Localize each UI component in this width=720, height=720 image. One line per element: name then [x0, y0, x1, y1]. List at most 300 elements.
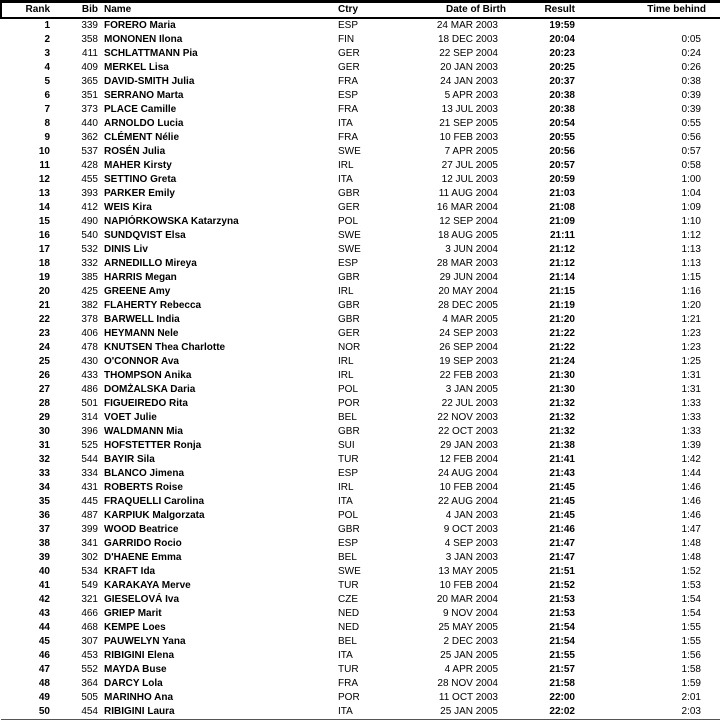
result-cell: 20:56 [549, 146, 575, 157]
bib-cell: 412 [81, 202, 98, 213]
col-header-behind: Time behind [577, 2, 720, 19]
name-cell: WOOD Beatrice [104, 524, 179, 535]
dob-cell: 16 MAR 2004 [436, 202, 498, 213]
result-row [1, 607, 720, 621]
bib-cell: 501 [81, 398, 98, 409]
behind-cell: 1:46 [681, 510, 701, 521]
dob-cell: 2 DEC 2003 [443, 636, 498, 647]
result-cell: 20:04 [549, 34, 575, 45]
name-cell: HEYMANN Nele [104, 328, 179, 339]
dob-cell: 25 JAN 2005 [440, 650, 498, 661]
rank-cell: 44 [38, 622, 50, 633]
result-row [1, 145, 720, 159]
bib-cell: 455 [81, 174, 98, 185]
rank-cell: 40 [38, 566, 50, 577]
result-row [1, 117, 720, 131]
behind-cell: 1:54 [681, 594, 701, 605]
name-cell: KNUTSEN Thea Charlotte [104, 342, 226, 353]
behind-cell: 1:53 [681, 580, 701, 591]
result-row [1, 327, 720, 341]
ctry-cell: ITA [338, 496, 353, 507]
rank-cell: 30 [38, 426, 50, 437]
dob-cell: 3 JAN 2005 [445, 384, 498, 395]
rank-cell: 19 [38, 272, 50, 283]
ctry-cell: TUR [338, 454, 359, 465]
result-row [1, 635, 720, 649]
name-cell: ARNOLDO Lucia [104, 118, 184, 129]
behind-cell: 1:48 [681, 552, 701, 563]
result-cell: 21:22 [549, 328, 575, 339]
rank-cell: 41 [38, 580, 50, 591]
dob-cell: 13 MAY 2005 [438, 566, 498, 577]
name-cell: KARPIUK Malgorzata [104, 510, 205, 521]
bib-cell: 351 [81, 90, 98, 101]
name-cell: SUNDQVIST Elsa [104, 230, 186, 241]
behind-cell: 2:01 [681, 692, 701, 703]
name-cell: VOET Julie [104, 412, 157, 423]
name-cell: FRAQUELLI Carolina [104, 496, 205, 507]
rank-cell: 24 [38, 342, 50, 353]
results-body [1, 18, 720, 720]
result-row [1, 33, 720, 47]
behind-cell: 0:56 [681, 132, 701, 143]
ctry-cell: ITA [338, 650, 353, 661]
result-row [1, 313, 720, 327]
result-cell: 21:46 [549, 524, 575, 535]
rank-cell: 26 [38, 370, 50, 381]
result-cell: 21:55 [549, 650, 575, 661]
result-cell: 20:55 [549, 132, 575, 143]
col-header-dob: Date of Birth [431, 2, 507, 19]
name-cell: FLAHERTY Rebecca [104, 300, 202, 311]
result-row [1, 677, 720, 691]
rank-cell: 46 [38, 650, 50, 661]
result-row [1, 61, 720, 75]
behind-cell: 1:13 [681, 244, 701, 255]
result-row [1, 537, 720, 551]
bib-cell: 431 [81, 482, 98, 493]
ctry-cell: ITA [338, 118, 353, 129]
dob-cell: 24 JAN 2003 [440, 76, 498, 87]
result-row [1, 131, 720, 145]
result-row [1, 509, 720, 523]
dob-cell: 20 MAR 2004 [436, 594, 498, 605]
ctry-cell: GER [338, 62, 360, 73]
result-row [1, 201, 720, 215]
bib-cell: 468 [81, 622, 98, 633]
result-row [1, 425, 720, 439]
result-cell: 21:32 [549, 398, 575, 409]
result-row [1, 705, 720, 720]
behind-cell: 1:56 [681, 650, 701, 661]
behind-cell: 1:46 [681, 496, 701, 507]
result-cell: 21:54 [549, 622, 575, 633]
name-cell: MARINHO Ana [104, 692, 174, 703]
name-cell: MAYDA Buse [104, 664, 167, 675]
dob-cell: 9 NOV 2004 [442, 608, 498, 619]
bib-cell: 534 [81, 566, 98, 577]
bib-cell: 399 [81, 524, 98, 535]
behind-cell: 1:54 [681, 608, 701, 619]
ctry-cell: SWE [338, 244, 361, 255]
dob-cell: 12 FEB 2004 [439, 454, 498, 465]
name-cell: DOMŻALSKA Daria [104, 384, 196, 395]
dob-cell: 7 APR 2005 [444, 146, 498, 157]
dob-cell: 25 JAN 2005 [431, 705, 507, 720]
result-row [1, 229, 720, 243]
ctry-cell: ESP [338, 538, 359, 549]
result-cell: 21:30 [549, 384, 575, 395]
rank-cell: 18 [38, 258, 50, 269]
behind-cell: 1:23 [681, 328, 701, 339]
result-cell: 21:51 [549, 566, 575, 577]
result-row [1, 103, 720, 117]
name-cell: RIBIGINI Laura [100, 705, 338, 720]
result-cell: 20:25 [549, 62, 575, 73]
result-cell: 21:20 [549, 314, 575, 325]
dob-cell: 11 OCT 2003 [438, 692, 498, 703]
dob-cell: 5 APR 2003 [444, 90, 498, 101]
rank-cell: 11 [39, 160, 50, 171]
dob-cell: 9 OCT 2003 [443, 524, 498, 535]
col-header-ctry: Ctry [338, 2, 431, 19]
name-cell: WALDMANN Mia [104, 426, 183, 437]
rank-cell: 17 [38, 244, 50, 255]
rank-cell: 50 [1, 705, 53, 720]
result-row [1, 187, 720, 201]
bib-cell: 341 [81, 538, 98, 549]
rank-cell: 2 [44, 34, 50, 45]
behind-cell: 1:20 [681, 300, 701, 311]
bib-cell: 486 [81, 384, 98, 395]
result-row [1, 159, 720, 173]
ctry-cell: IRL [338, 370, 354, 381]
ctry-cell: TUR [338, 580, 359, 591]
dob-cell: 29 JAN 2003 [440, 440, 498, 451]
dob-cell: 12 JUL 2003 [441, 174, 498, 185]
result-cell: 22:00 [549, 692, 575, 703]
name-cell: GIESELOVÁ Iva [104, 594, 180, 605]
dob-cell: 3 JUN 2004 [445, 244, 498, 255]
dob-cell: 4 SEP 2003 [444, 538, 498, 549]
behind-cell: 1:21 [681, 314, 701, 325]
bib-cell: 378 [81, 314, 98, 325]
behind-cell: 0:38 [681, 76, 701, 87]
rank-cell: 3 [44, 48, 50, 59]
rank-cell: 33 [38, 468, 50, 479]
name-cell: O'CONNOR Ava [104, 356, 179, 367]
bib-cell: 393 [81, 188, 98, 199]
bib-cell: 466 [81, 608, 98, 619]
behind-cell: 1:00 [681, 174, 701, 185]
rank-cell: 32 [38, 454, 50, 465]
ctry-cell: BEL [338, 552, 357, 563]
bib-cell: 440 [81, 118, 98, 129]
bib-cell: 453 [81, 650, 98, 661]
rank-cell: 45 [38, 636, 50, 647]
rank-cell: 23 [38, 328, 50, 339]
result-row [1, 285, 720, 299]
ctry-cell: POL [338, 384, 359, 395]
result-cell: 20:54 [549, 118, 575, 129]
ctry-cell: BEL [338, 636, 357, 647]
name-cell: SETTINO Greta [104, 174, 177, 185]
dob-cell: 22 SEP 2004 [439, 48, 498, 59]
rank-cell: 29 [38, 412, 50, 423]
rank-cell: 12 [38, 174, 50, 185]
ctry-cell: BEL [338, 412, 357, 423]
dob-cell: 24 MAR 2003 [436, 20, 498, 31]
dob-cell: 10 FEB 2004 [439, 580, 498, 591]
result-cell: 21:43 [549, 468, 575, 479]
bib-cell: 487 [81, 510, 98, 521]
behind-cell: 0:24 [681, 48, 701, 59]
bib-cell: 362 [81, 132, 98, 143]
behind-cell: 1:09 [681, 202, 701, 213]
rank-cell: 4 [44, 62, 50, 73]
rank-cell: 20 [38, 286, 50, 297]
result-cell: 21:08 [549, 202, 575, 213]
rank-cell: 8 [44, 118, 50, 129]
rank-cell: 47 [38, 664, 50, 675]
ctry-cell: FIN [338, 34, 355, 45]
ctry-cell: IRL [338, 482, 354, 493]
rank-cell: 9 [44, 132, 50, 143]
dob-cell: 22 NOV 2003 [437, 412, 498, 423]
behind-cell: 1:48 [681, 538, 701, 549]
bib-cell: 540 [81, 230, 98, 241]
result-row [1, 271, 720, 285]
rank-cell: 48 [38, 678, 50, 689]
result-cell: 21:38 [549, 440, 575, 451]
bib-cell: 314 [81, 412, 98, 423]
bib-cell: 365 [81, 76, 98, 87]
dob-cell: 10 FEB 2004 [439, 482, 498, 493]
ctry-cell: SWE [338, 566, 361, 577]
result-row [1, 355, 720, 369]
behind-cell: 1:25 [681, 356, 701, 367]
name-cell: HARRIS Megan [104, 272, 177, 283]
name-cell: BARWELL India [104, 314, 180, 325]
rank-cell: 7 [44, 104, 50, 115]
result-cell: 21:54 [549, 636, 575, 647]
result-row [1, 593, 720, 607]
behind-cell: 1:33 [681, 398, 701, 409]
name-cell: ROSÉN Julia [104, 146, 166, 157]
rank-cell: 16 [38, 230, 50, 241]
behind-cell: 1:44 [681, 468, 701, 479]
result-cell: 21:47 [549, 552, 575, 563]
ctry-cell: GBR [338, 300, 360, 311]
behind-cell: 1:13 [681, 258, 701, 269]
name-cell: THOMPSON Anika [104, 370, 192, 381]
bib-cell: 537 [81, 146, 98, 157]
result-cell: 21:45 [549, 496, 575, 507]
result-row [1, 397, 720, 411]
bib-cell: 385 [81, 272, 98, 283]
rank-cell: 22 [38, 314, 50, 325]
name-cell: RIBIGINI Elena [104, 650, 175, 661]
dob-cell: 11 AUG 2004 [438, 188, 498, 199]
result-cell: 21:57 [549, 664, 575, 675]
behind-cell: 1:15 [681, 272, 701, 283]
result-row [1, 18, 720, 33]
result-row [1, 257, 720, 271]
result-row [1, 621, 720, 635]
behind-cell: 0:26 [681, 62, 701, 73]
bib-cell: 552 [81, 664, 98, 675]
dob-cell: 26 SEP 2004 [439, 342, 498, 353]
bib-cell: 411 [82, 48, 98, 59]
dob-cell: 4 APR 2005 [444, 664, 498, 675]
result-row [1, 579, 720, 593]
behind-cell: 1:31 [681, 370, 701, 381]
result-row [1, 551, 720, 565]
name-cell: WEIS Kira [104, 202, 152, 213]
dob-cell: 22 OCT 2003 [438, 426, 498, 437]
bib-cell: 525 [81, 440, 98, 451]
result-row [1, 341, 720, 355]
result-row [1, 173, 720, 187]
bib-cell: 532 [81, 244, 98, 255]
name-cell: BAYIR Sila [104, 454, 155, 465]
ctry-cell: TUR [338, 664, 359, 675]
result-cell: 21:15 [549, 286, 575, 297]
ctry-cell: FRA [338, 132, 358, 143]
col-header-rank: Rank [1, 2, 53, 19]
dob-cell: 19 SEP 2003 [439, 356, 498, 367]
rank-cell: 49 [38, 692, 50, 703]
dob-cell: 3 JAN 2003 [445, 552, 498, 563]
bib-cell: 544 [81, 454, 98, 465]
ctry-cell: GER [338, 328, 360, 339]
bib-cell: 549 [81, 580, 98, 591]
result-cell: 20:37 [549, 76, 575, 87]
result-cell: 20:38 [549, 104, 575, 115]
dob-cell: 10 FEB 2003 [439, 132, 498, 143]
rank-cell: 31 [38, 440, 50, 451]
result-cell: 22:02 [507, 705, 577, 720]
bib-cell: 428 [81, 160, 98, 171]
ctry-cell: POL [338, 216, 359, 227]
ctry-cell: IRL [338, 160, 354, 171]
behind-cell: 1:55 [681, 622, 701, 633]
result-cell: 21:47 [549, 538, 575, 549]
dob-cell: 4 JAN 2003 [445, 510, 498, 521]
behind-cell [577, 18, 720, 33]
dob-cell: 25 MAY 2005 [438, 622, 498, 633]
bib-cell: 339 [81, 20, 98, 31]
name-cell: SERRANO Marta [104, 90, 184, 101]
name-cell: FIGUEIREDO Rita [104, 398, 188, 409]
rank-cell: 5 [44, 76, 50, 87]
rank-cell: 6 [44, 90, 50, 101]
name-cell: CLÉMENT Nélie [104, 132, 180, 143]
result-row [1, 691, 720, 705]
dob-cell: 24 AUG 2004 [437, 468, 498, 479]
result-row [1, 383, 720, 397]
ctry-cell: GER [338, 48, 360, 59]
result-row [1, 47, 720, 61]
name-cell: BLANCO Jimena [104, 468, 185, 479]
result-cell: 20:38 [549, 90, 575, 101]
ctry-cell: GBR [338, 314, 360, 325]
behind-cell: 2:03 [577, 705, 720, 720]
result-cell: 21:19 [549, 300, 575, 311]
rank-cell: 34 [38, 482, 50, 493]
behind-cell: 1:39 [681, 440, 701, 451]
result-cell: 21:58 [549, 678, 575, 689]
result-cell: 21:53 [549, 608, 575, 619]
dob-cell: 27 JUL 2005 [441, 160, 498, 171]
ctry-cell: NED [338, 608, 360, 619]
name-cell: PLACE Camille [104, 104, 177, 115]
result-row [1, 467, 720, 481]
ctry-cell: SUI [338, 440, 355, 451]
bib-cell: 406 [81, 328, 98, 339]
result-cell: 20:57 [549, 160, 575, 171]
result-row [1, 411, 720, 425]
bib-cell: 396 [81, 426, 98, 437]
ctry-cell: GBR [338, 426, 360, 437]
ctry-cell: POR [338, 692, 360, 703]
bib-cell: 490 [81, 216, 98, 227]
dob-cell: 28 NOV 2004 [437, 678, 498, 689]
name-cell: GREENE Amy [104, 286, 171, 297]
result-row [1, 663, 720, 677]
result-row [1, 495, 720, 509]
result-row [1, 75, 720, 89]
result-cell: 21:09 [549, 216, 575, 227]
dob-cell: 20 MAY 2004 [438, 286, 498, 297]
ctry-cell: ESP [338, 468, 359, 479]
name-cell: NAPIÓRKOWSKA Katarzyna [104, 216, 239, 227]
rank-cell: 37 [38, 524, 50, 535]
bib-cell: 382 [81, 300, 98, 311]
result-cell: 21:32 [549, 426, 575, 437]
bib-cell: 307 [81, 636, 98, 647]
name-cell: DARCY Lola [104, 678, 163, 689]
behind-cell: 1:04 [681, 188, 701, 199]
name-cell: MAHER Kirsty [104, 160, 172, 171]
bib-cell: 433 [81, 370, 98, 381]
result-cell: 21:45 [549, 510, 575, 521]
result-row [1, 565, 720, 579]
behind-cell: 1:46 [681, 482, 701, 493]
bib-cell: 454 [53, 705, 100, 720]
result-cell: 21:52 [549, 580, 575, 591]
behind-cell: 0:55 [681, 118, 701, 129]
rank-cell: 15 [38, 216, 50, 227]
name-cell: ROBERTS Roise [104, 482, 183, 493]
behind-cell: 1:16 [681, 286, 701, 297]
result-cell: 21:03 [549, 188, 575, 199]
col-header-name: Name [100, 2, 338, 19]
dob-cell: 21 SEP 2005 [439, 118, 498, 129]
name-cell: GRIEP Marit [104, 608, 162, 619]
ctry-cell: NED [338, 622, 360, 633]
behind-cell: 0:58 [681, 160, 701, 171]
result-cell: 21:30 [549, 370, 575, 381]
result-cell: 20:23 [549, 48, 575, 59]
behind-cell: 1:31 [681, 384, 701, 395]
ctry-cell: FRA [338, 76, 358, 87]
behind-cell: 1:42 [681, 454, 701, 465]
result-cell: 20:59 [549, 174, 575, 185]
name-cell: GARRIDO Rocio [104, 538, 182, 549]
bib-cell: 409 [81, 62, 98, 73]
behind-cell: 1:55 [681, 636, 701, 647]
